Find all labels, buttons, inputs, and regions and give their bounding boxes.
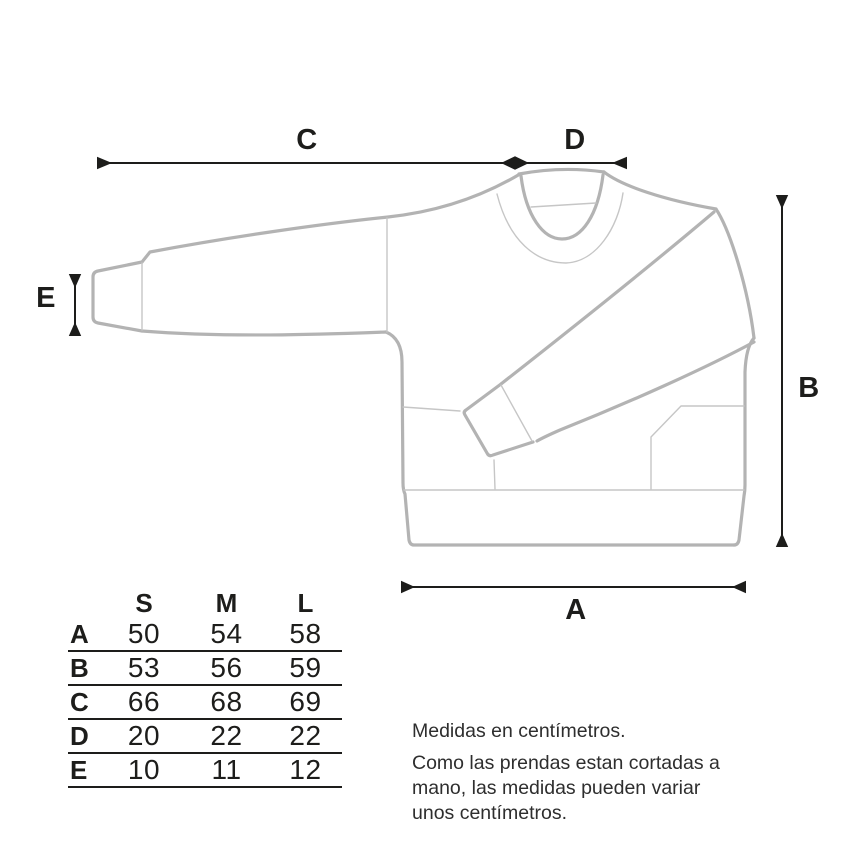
table-row: [68, 720, 342, 754]
left-pocket-top-seam: [403, 407, 460, 411]
row-label: A: [70, 618, 89, 649]
table-row: [68, 618, 342, 652]
arrowhead-b-top: [776, 195, 788, 209]
table-row: [68, 652, 342, 686]
row-label: C: [70, 686, 89, 717]
column-header-m: M: [215, 588, 238, 618]
cell-value: 20: [127, 720, 161, 751]
right-cuff-outline: [464, 384, 533, 456]
notes-line: Como las prendas estan cortadas a: [412, 752, 720, 774]
collar-outer-arc: [497, 193, 623, 263]
size-table: [68, 588, 342, 788]
size-table-header: [68, 588, 342, 618]
arrowhead-c-left: [97, 157, 112, 169]
notes-line: Medidas en centímetros.: [412, 720, 626, 742]
cell-value: 12: [289, 754, 322, 785]
cell-value: 22: [289, 720, 322, 751]
collar-back-seam: [531, 203, 596, 207]
cell-value: 50: [127, 618, 161, 649]
cell-value: 66: [127, 686, 161, 717]
notes-line: mano, las medidas pueden variar: [412, 777, 701, 799]
notes-line: unos centímetros.: [412, 802, 567, 824]
right-sleeve-under-edge: [537, 342, 754, 441]
cell-value: 59: [289, 652, 322, 683]
left-cuff-outline: [93, 262, 142, 331]
row-label: D: [70, 720, 89, 751]
column-header-l: L: [297, 588, 314, 618]
arrowhead-a-left: [401, 581, 415, 593]
cell-value: 69: [289, 686, 322, 717]
cell-value: 68: [210, 686, 243, 717]
left-sleeve-bottom-edge: [142, 331, 386, 335]
arrowhead-a-right: [732, 581, 746, 593]
dimension-label-a: A: [565, 594, 587, 626]
body-left-and-hem: [386, 332, 734, 545]
collar-top-edge: [519, 169, 604, 174]
arrowhead-e-top: [69, 274, 81, 288]
table-row: [68, 754, 342, 788]
arrowhead-c-d-diamond: [501, 156, 529, 170]
row-label: E: [70, 754, 88, 785]
left-pocket-inner-seam: [494, 460, 495, 489]
cell-value: 11: [211, 754, 242, 785]
right-sleeve-fold-edge: [501, 212, 714, 384]
column-header-s: S: [135, 588, 153, 618]
arrowhead-e-bottom: [69, 322, 81, 336]
left-sleeve-top-edge: [142, 174, 520, 262]
arrowhead-d-right: [612, 157, 627, 169]
cell-value: 54: [210, 618, 243, 649]
cell-value: 10: [127, 754, 161, 785]
right-pocket-seam: [651, 406, 744, 489]
cell-value: 56: [210, 652, 243, 683]
row-label: B: [70, 652, 89, 683]
dimension-label-e: E: [36, 282, 56, 314]
arrowhead-b-bottom: [776, 533, 788, 547]
cell-value: 53: [127, 652, 161, 683]
body-right-edge: [734, 338, 754, 545]
right-sleeve-outer-edge: [716, 209, 754, 338]
right-cuff-seam: [501, 385, 532, 441]
table-row: [68, 686, 342, 720]
dimension-label-c: C: [296, 124, 318, 156]
measurement-notes: [412, 718, 792, 826]
dimension-label-d: D: [564, 124, 586, 156]
cell-value: 58: [289, 618, 322, 649]
cell-value: 22: [210, 720, 243, 751]
dimension-label-b: B: [798, 372, 820, 404]
